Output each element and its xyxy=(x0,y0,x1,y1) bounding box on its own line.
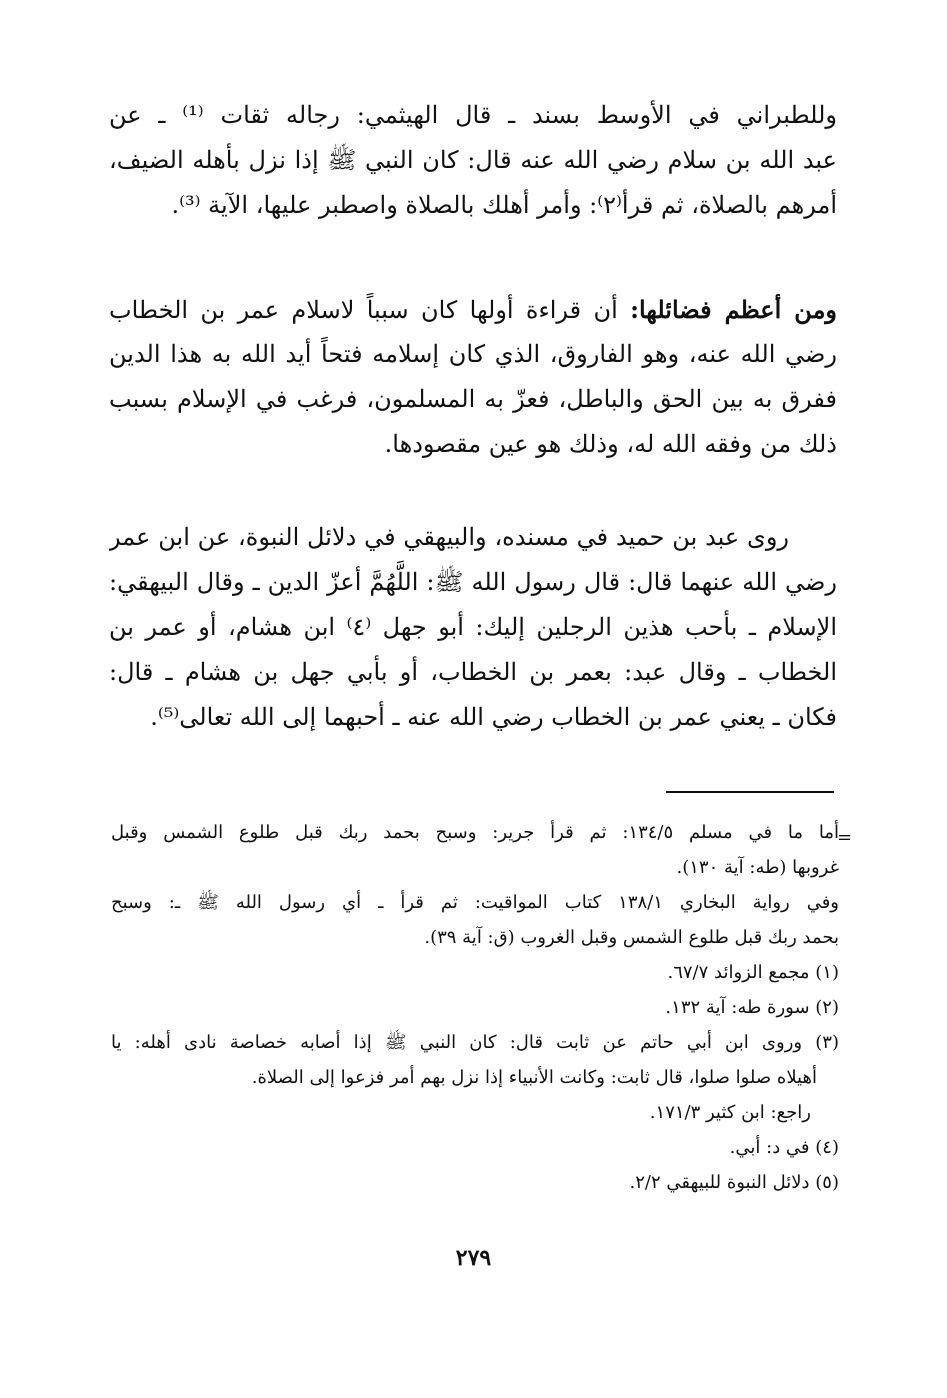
footnote-separator xyxy=(666,791,834,793)
footnote-line: بحمد ربك قبل طلوع الشمس وقبل الغروب (ق: آية ٣٩). xyxy=(424,927,839,948)
footnote-line: وفي رواية البخاري ١٣٨/١ كتاب المواقيت: ثم قرأ ـ أي رسول الله ﷺ ـ: وسبح xyxy=(111,892,839,913)
text-line: روى عبد بن حميد في مسنده، والبيهقي في دلائل النبوة، عن ابن عمر xyxy=(109,523,789,551)
paragraph-lead: ومن أعظم فضائلها: xyxy=(630,295,837,324)
text-line: الإسلام ـ بأحب هذين الرجلين إليك: أبو جهل ⁽٤⁾ ابن هشام، أو عمر بن xyxy=(109,613,837,641)
footnote-line: أهيلاه صلوا صلوا، قال ثابت: وكانت الأنبياء إذا نزل بهم أمر فزعوا إلى الصلاة. xyxy=(251,1067,817,1088)
footnote-line: راجع: ابن كثير ١٧١/٣. xyxy=(649,1102,811,1123)
paragraph-1 xyxy=(109,93,837,228)
text-line: ففرق به بين الحق والباطل، فعزّ به المسلمون، فرغب في الإسلام بسبب xyxy=(109,385,837,413)
text-line xyxy=(109,287,837,332)
text-fragment: أن قراءة أولها كان سبباً لاسلام عمر بن الخطاب xyxy=(109,296,631,324)
text-line: ذلك من وفقه الله له، وذلك هو عين مقصودها. xyxy=(384,430,837,458)
text-line: فكان ـ يعني عمر بن الخطاب رضي الله عنه ـ أحبهما إلى الله تعالى⁽⁵⁾. xyxy=(150,703,837,731)
footnote-line: (٢) سورة طه: آية ١٣٢. xyxy=(665,997,839,1018)
footnote-line: غروبها (طه: آية ١٣٠). xyxy=(676,857,839,878)
footnote-line: (٣) وروى ابن أبي حاتم عن ثابت قال: كان النبي ﷺ إذا أصابه خصاصة نادى أهله: يا xyxy=(111,1032,839,1053)
text-line: رضي الله عنهما قال: قال رسول الله ﷺ: اللَّهُمَّ أعزّ الدين ـ وقال البيهقي: xyxy=(109,568,837,596)
text-line: الخطاب ـ وقال عبد: بعمر بن الخطاب، أو بأبي جهل بن هشام ـ قال: xyxy=(109,658,837,686)
page-number: ٢٧٩ xyxy=(455,1245,492,1271)
text-line: أمرهم بالصلاة، ثم قرأ⁽٢⁾: وأمر أهلك بالصلاة واصطبر عليها، الآية ⁽³⁾. xyxy=(171,191,837,219)
footnote-line: (١) مجمع الزوائد ٦٧/٧. xyxy=(667,962,839,983)
footnote-line: (٥) دلائل النبوة للبيهقي ٢/٢. xyxy=(629,1172,839,1193)
paragraph-3 xyxy=(109,515,837,740)
footnote-line: أما ما في مسلم ١٣٤/٥: ثم قرأ جرير: وسبح بحمد ربك قبل طلوع الشمس وقبل xyxy=(111,822,839,843)
footnote-line: (٤) في د: أبي. xyxy=(729,1137,839,1158)
paragraph-2 xyxy=(109,287,837,467)
text-line: عبد الله بن سلام رضي الله عنه قال: كان النبي ﷺ إذا نزل بأهله الضيف، xyxy=(109,146,837,174)
text-line: رضي الله عنه، وهو الفاروق، الذي كان إسلامه فتحاً أيد الله به هذا الدين xyxy=(109,340,837,368)
continuation-mark: = xyxy=(837,827,853,848)
footnotes xyxy=(111,815,839,1200)
text-line: وللطبراني في الأوسط بسند ـ قال الهيثمي: رجاله ثقات ⁽¹⁾ ـ عن xyxy=(109,101,837,129)
